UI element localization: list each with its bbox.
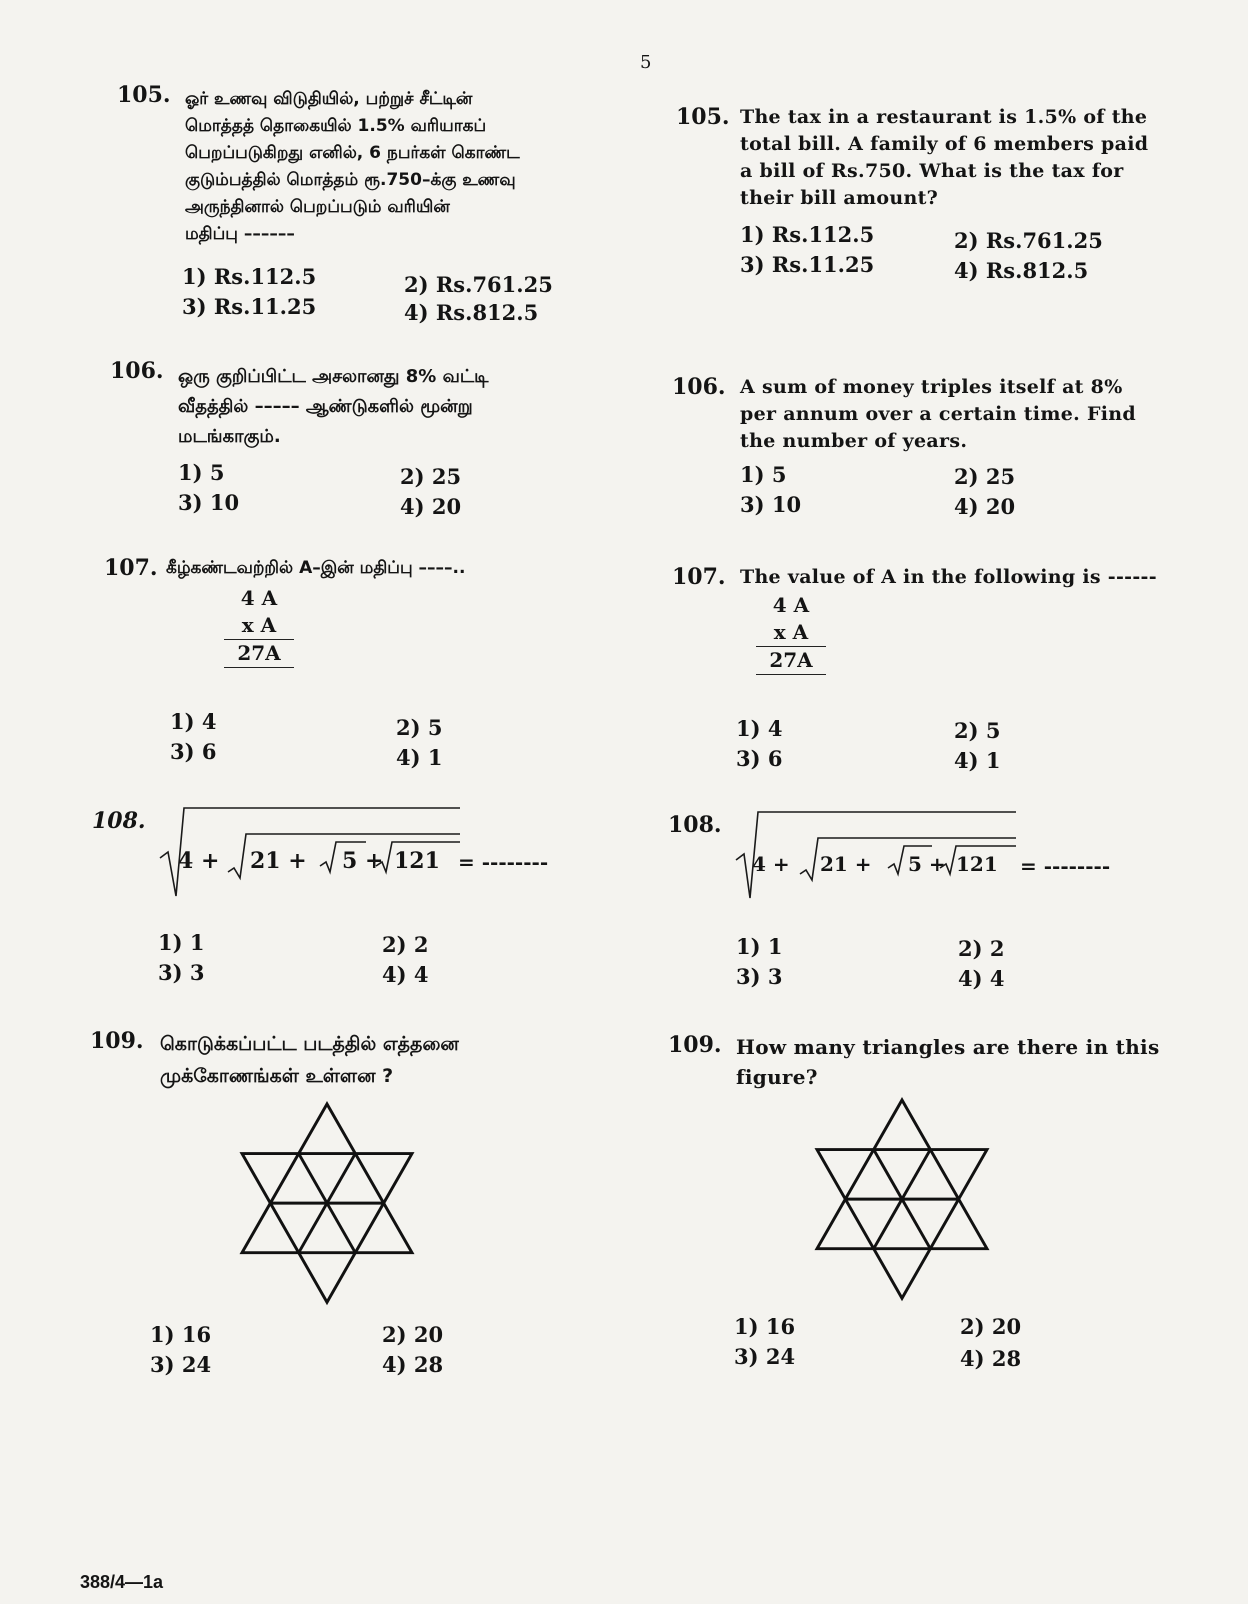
radical-sign-4 xyxy=(940,846,1016,874)
option-1: 1) 5 xyxy=(178,460,225,485)
option-4: 4) 4 xyxy=(382,962,429,987)
multiplication-problem: 4 A x A 27A xyxy=(224,585,294,672)
root-term-2: 21 + xyxy=(820,852,872,876)
option-3: 3) 10 xyxy=(178,490,240,515)
question-text: ஒரு குறிப்பிட்ட அசலானது 8% வட்டி வீதத்தில் ––––– ஆண்டுகளில் மூன்று மடங்காகும். xyxy=(178,366,489,447)
radical-sign-outer xyxy=(736,812,1016,898)
option-4: 4) 1 xyxy=(396,745,443,770)
option-3: 3) Rs.11.25 xyxy=(182,294,317,319)
question-text: A sum of money triples itself at 8% per annum over a certain time. Find the number of years. xyxy=(740,376,1136,452)
option-2: 2) 2 xyxy=(382,932,429,957)
option-2: 2) 5 xyxy=(954,718,1001,743)
nested-radical-tamil xyxy=(160,808,460,896)
root-term-1: 4 + xyxy=(752,852,790,876)
star-triangle-up xyxy=(242,1104,412,1253)
answer-blank: = -------- xyxy=(458,850,549,874)
question-number: 107. xyxy=(104,555,158,581)
option-3: 3) 3 xyxy=(736,964,783,989)
star-figure-tamil xyxy=(242,1104,412,1302)
option-1: 1) 1 xyxy=(736,934,783,959)
option-3: 3) 24 xyxy=(734,1344,796,1369)
radical-sign-outer xyxy=(160,808,460,896)
option-4: 4) 28 xyxy=(960,1346,1022,1371)
footer-code: 388/4—1a xyxy=(80,1572,164,1592)
option-4: 4) 20 xyxy=(400,494,462,519)
option-2: 2) Rs.761.25 xyxy=(404,272,553,297)
option-3: 3) 3 xyxy=(158,960,205,985)
option-4: 4) 1 xyxy=(954,748,1001,773)
question-number: 105. xyxy=(676,104,730,130)
question-text: கீழ்கண்டவற்றில் A–இன் மதிப்பு ––––.. xyxy=(166,558,466,578)
question-text: ஓர் உணவு விடுதியில், பற்றுச் சீட்டின் மொத்தத் தொகையில் 1.5% வரியாகப் பெறப்படுகிறது எனில், 6 நபர்கள் கொண்ட குடும்பத்தில் மொத்தம் ரூ.750–க்கு உணவு அருந்தினால் பெறப்படும் வரியின் மதிப்பு –––––– xyxy=(185,89,520,244)
radical-sign-2 xyxy=(228,834,460,878)
question-text: How many triangles are there in this figure? xyxy=(736,1035,1160,1089)
option-1: 1) 4 xyxy=(736,716,783,741)
option-1: 1) 16 xyxy=(734,1314,796,1339)
option-4: 4) 28 xyxy=(382,1352,444,1377)
star-triangle-down xyxy=(817,1150,987,1299)
option-3: 3) 6 xyxy=(170,739,217,764)
star-triangle-down xyxy=(242,1154,412,1303)
question-number: 107. xyxy=(672,564,726,590)
answer-blank: = -------- xyxy=(1020,854,1111,878)
root-term-3: 5 + xyxy=(908,852,946,876)
radical-sign-2 xyxy=(800,838,1016,880)
option-3: 3) Rs.11.25 xyxy=(740,252,875,277)
question-number: 108. xyxy=(668,812,722,838)
root-term-2: 21 + xyxy=(250,848,307,874)
option-4: 4) 20 xyxy=(954,494,1016,519)
radical-sign-4 xyxy=(376,842,460,872)
option-2: 2) 25 xyxy=(400,464,462,489)
root-term-4: 121 xyxy=(394,848,440,874)
option-2: 2) 2 xyxy=(958,936,1005,961)
radical-sign-3 xyxy=(320,842,366,872)
question-number: 109. xyxy=(90,1028,144,1054)
root-term-3: 5 + xyxy=(342,848,384,874)
root-term-1: 4 + xyxy=(178,848,220,874)
star-triangle-up xyxy=(817,1100,987,1249)
question-text: The tax in a restaurant is 1.5% of the total bill. A family of 6 members paid a bill of Rs.750. What is the tax for their bill amount? xyxy=(740,106,1149,209)
nested-radical-english xyxy=(736,812,1016,898)
option-4: 4) Rs.812.5 xyxy=(404,300,539,325)
question-number: 106. xyxy=(110,358,164,384)
option-2: 2) 20 xyxy=(382,1322,444,1347)
option-3: 3) 6 xyxy=(736,746,783,771)
multiplication-problem: 4 A x A 27A xyxy=(756,592,826,679)
option-1: 1) Rs.112.5 xyxy=(182,264,317,289)
question-number: 106. xyxy=(672,374,726,400)
option-4: 4) 4 xyxy=(958,966,1005,991)
root-term-4: 121 xyxy=(956,852,998,876)
option-3: 3) 24 xyxy=(150,1352,212,1377)
option-4: 4) Rs.812.5 xyxy=(954,258,1089,283)
option-2: 2) 20 xyxy=(960,1314,1022,1339)
option-3: 3) 10 xyxy=(740,492,802,517)
option-1: 1) 5 xyxy=(740,462,787,487)
option-1: 1) 4 xyxy=(170,709,217,734)
star-figure-english xyxy=(817,1100,987,1298)
option-1: 1) 1 xyxy=(158,930,205,955)
option-1: 1) Rs.112.5 xyxy=(740,222,875,247)
radical-sign-3 xyxy=(888,846,932,874)
question-text: The value of A in the following is ------ xyxy=(740,566,1157,588)
question-number: 105. xyxy=(117,82,171,108)
page-number: 5 xyxy=(640,52,652,73)
option-2: 2) Rs.761.25 xyxy=(954,228,1103,253)
option-2: 2) 25 xyxy=(954,464,1016,489)
question-number: 108. xyxy=(92,808,146,834)
option-2: 2) 5 xyxy=(396,715,443,740)
question-number: 109. xyxy=(668,1032,722,1058)
option-1: 1) 16 xyxy=(150,1322,212,1347)
question-text: கொடுக்கப்பட்ட படத்தில் எத்தனை முக்கோணங்கள் உள்ளன ? xyxy=(160,1033,459,1087)
